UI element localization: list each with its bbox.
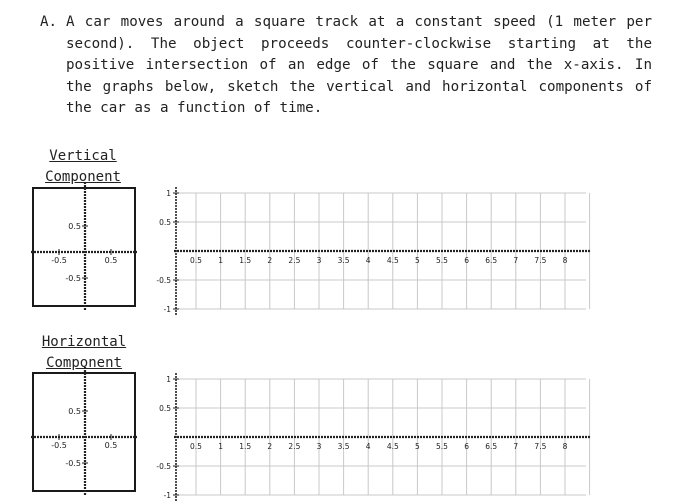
graph-horizontal-x-tick-label: 2 bbox=[267, 442, 273, 451]
caption-line: Component bbox=[46, 355, 122, 371]
graph-vertical-x-tick-label: 1.5 bbox=[239, 256, 252, 265]
graph-vertical-x-tick-label: 3 bbox=[316, 256, 322, 265]
graph-vertical-x-tick-label: 8 bbox=[562, 256, 568, 265]
graph-horizontal-x-tick-label: 2.5 bbox=[288, 442, 301, 451]
graph-vertical-y-tick-label: -1 bbox=[163, 305, 171, 314]
graph-horizontal-x-tick-label: 5.5 bbox=[436, 442, 448, 451]
square-vertical-x-label-pos: 0.5 bbox=[104, 256, 118, 265]
graph-vertical-x-tick-label: 6 bbox=[464, 256, 469, 265]
graph-horizontal-y-tick-label: 1 bbox=[166, 375, 171, 384]
graph-vertical-y-tick-label: -0.5 bbox=[156, 276, 171, 285]
graph-vertical-x-tick-label: 4 bbox=[365, 256, 371, 265]
graph-horizontal-x-tick-label: 6.5 bbox=[485, 442, 498, 451]
graph-horizontal-x-tick-label: 8 bbox=[562, 442, 568, 451]
graph-horizontal-x-tick-label: 3.5 bbox=[337, 442, 350, 451]
graph-vertical-x-tick-label: 0.5 bbox=[190, 256, 202, 265]
graph-vertical-x-tick-label: 1 bbox=[218, 256, 223, 265]
square-horizontal-y-label-neg: -0.5 bbox=[65, 459, 81, 468]
caption-line: Horizontal bbox=[41, 334, 127, 350]
graph-horizontal-y-tick-label: -1 bbox=[163, 491, 171, 500]
graph-vertical-x-tick-label: 7 bbox=[513, 256, 519, 265]
square-horizontal-x-label-pos: 0.5 bbox=[104, 441, 118, 450]
graph-horizontal-x-tick-label: 7.5 bbox=[534, 442, 547, 451]
problem-text: A car moves around a square track at a constant speed (1 meter per second). The object proceeds counter-clockwise starting at the positive intersection of an edge of the square and the x-axis. In the graphs below, sketch the vertical and horizontal components of the car as a function of time. bbox=[66, 14, 652, 116]
graph-vertical-x-tick-label: 6.5 bbox=[485, 256, 498, 265]
caption-line: Vertical bbox=[49, 148, 117, 164]
square-horizontal-x-label-neg: -0.5 bbox=[51, 441, 67, 450]
graph-horizontal-x-tick-label: 4.5 bbox=[386, 442, 399, 451]
graph-vertical-x-tick-label: 5 bbox=[415, 256, 420, 265]
problem-marker: A. bbox=[40, 14, 58, 30]
graph-vertical-x-tick-label: 2.5 bbox=[288, 256, 301, 265]
graph-vertical-x-tick-label: 3.5 bbox=[337, 256, 350, 265]
graph-horizontal-x-tick-label: 3 bbox=[316, 442, 322, 451]
square-vertical-x-label-neg: -0.5 bbox=[51, 256, 67, 265]
graph-horizontal-x-tick-label: 0.5 bbox=[190, 442, 202, 451]
square-vertical-y-label-pos: 0.5 bbox=[68, 222, 81, 231]
square-vertical-y-label-neg: -0.5 bbox=[65, 274, 81, 283]
graph-horizontal-x-tick-label: 1 bbox=[218, 442, 223, 451]
graph-horizontal-x-tick-label: 5 bbox=[415, 442, 420, 451]
graph-vertical-x-tick-label: 4.5 bbox=[386, 256, 399, 265]
graph-horizontal-x-tick-label: 1.5 bbox=[239, 442, 252, 451]
graph-vertical-y-tick-label: 0.5 bbox=[159, 218, 171, 227]
graph-vertical-x-tick-label: 7.5 bbox=[534, 256, 547, 265]
graph-horizontal-x-tick-label: 4 bbox=[365, 442, 371, 451]
graph-horizontal-y-tick-label: 0.5 bbox=[159, 404, 171, 413]
graph-vertical-y-tick-label: 1 bbox=[166, 189, 171, 198]
caption-line: Component bbox=[45, 169, 121, 185]
graph-vertical-x-tick-label: 2 bbox=[267, 256, 273, 265]
square-horizontal-y-label-pos: 0.5 bbox=[68, 407, 81, 416]
graph-vertical-x-tick-label: 5.5 bbox=[436, 256, 448, 265]
graph-horizontal-x-tick-label: 6 bbox=[464, 442, 469, 451]
graph-horizontal-y-tick-label: -0.5 bbox=[156, 462, 171, 471]
graph-horizontal-x-tick-label: 7 bbox=[513, 442, 519, 451]
